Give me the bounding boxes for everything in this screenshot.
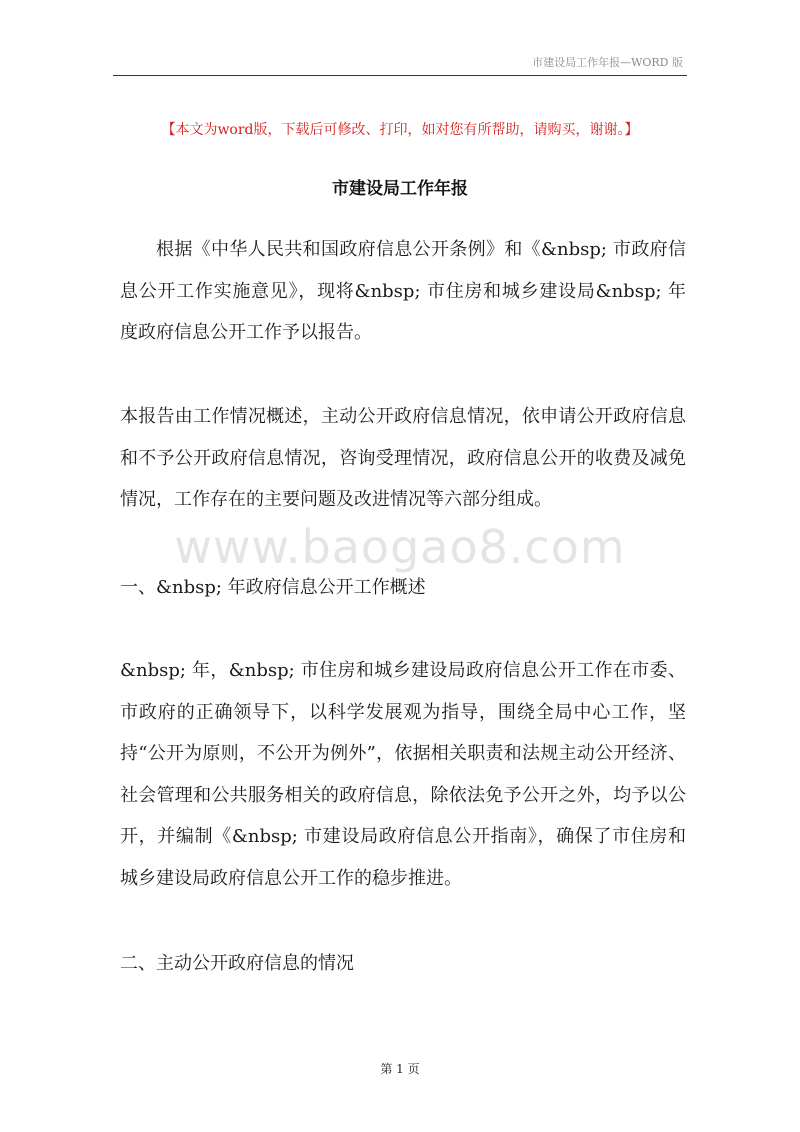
document-title: 市建设局工作年报 — [332, 179, 468, 199]
running-header: 市建设局工作年报—WORD 版 — [532, 56, 683, 69]
structure-paragraph: 本报告由工作情况概述，主动公开政府信息情况，依申请公开政府信息和不予公开政府信息情况，咨询受理情况，政府信息公开的收费及减免情况，工作存在的主要问题及改进情况等六部分组成。 — [120, 406, 686, 510]
intro-paragraph: 根据《中华人民共和国政府信息公开条例》和《&nbsp; 市政府信息公开工作实施意见》，现将&nbsp; 市住房和城乡建设局&nbsp; 年度政府信息公开工作予以报告。 — [120, 239, 686, 343]
section-heading-2: 二、主动公开政府信息的情况 — [120, 953, 354, 974]
section-heading-1: 一、&nbsp; 年政府信息公开工作概述 — [120, 577, 426, 598]
overview-paragraph: &nbsp; 年，&nbsp; 市住房和城乡建设局政府信息公开工作在市委、市政府的正确领导下，以科学发展观为指导，围绕全局中心工作，坚持“公开为原则，不公开为例外”，依据相关职责和法规主动公开经济、社会管理和公共服务相关的政府信息，除依法免予公开之外，均予以公开，并编制《&nbsp; 市建设局政府信息公开指南》，确保了市住房和城乡建设局政府信息公开工作的稳步推进。 — [120, 660, 686, 889]
watermark-text: www.baogao8.com — [174, 520, 626, 574]
purchase-notice: 【本文为word版，下载后可修改、打印，如对您有所帮助，请购买，谢谢。】 — [161, 122, 639, 138]
page-number: 第 1 页 — [380, 1062, 420, 1076]
header-rule — [113, 75, 687, 76]
